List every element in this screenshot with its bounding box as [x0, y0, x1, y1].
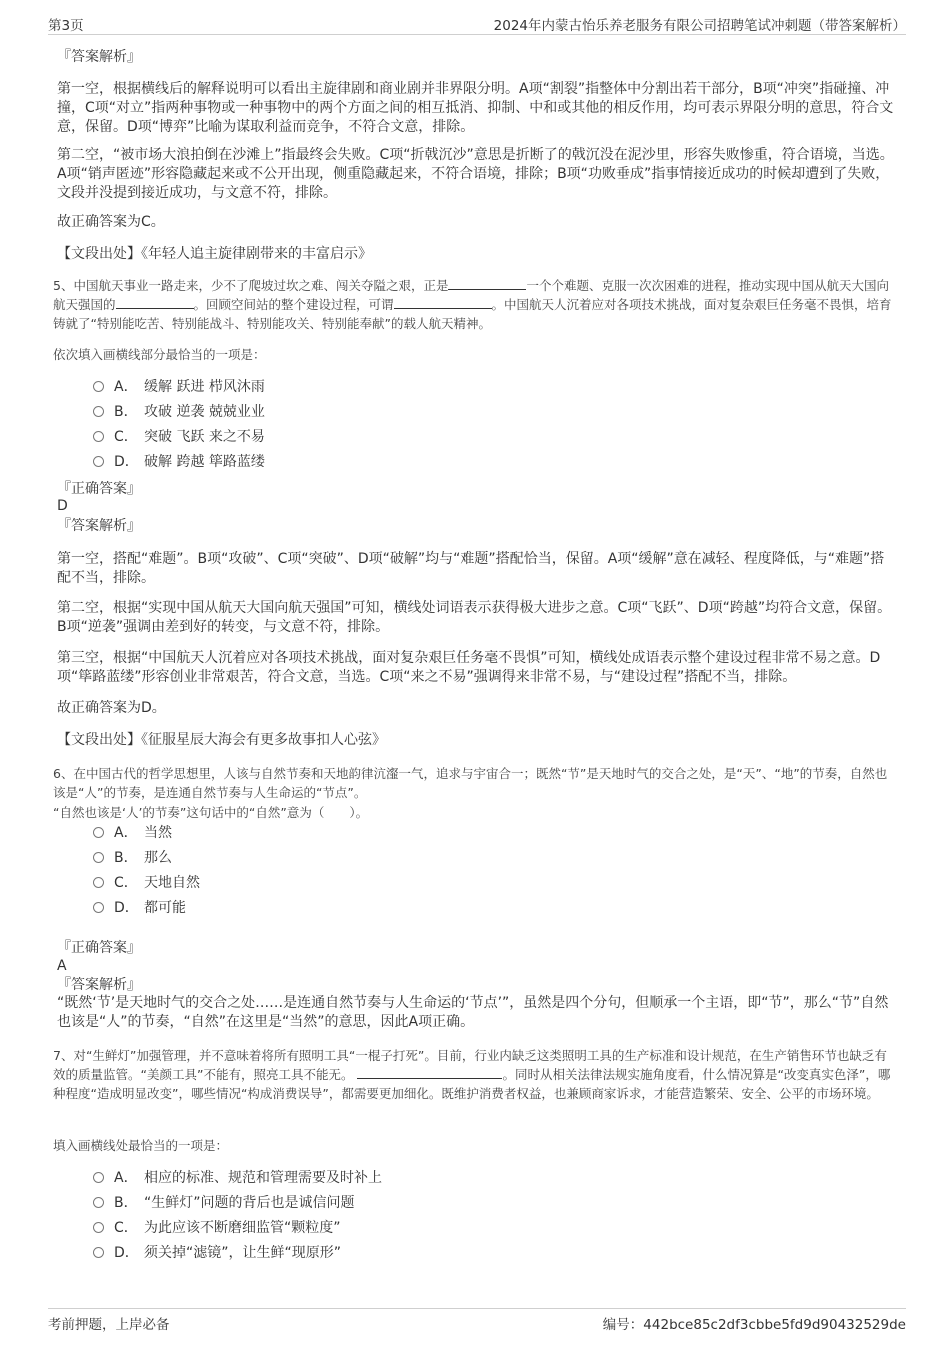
radio-icon[interactable] [93, 456, 104, 467]
option-text: 缓解 跃进 栉风沐雨 [144, 379, 265, 395]
q4-source: 【文段出处】《年轻人追主旋律剧带来的丰富启示》 [57, 246, 372, 262]
q5-analysis-para-1: 第一空，搭配“难题”。B项“攻破”、C项“突破”、D项“破解”均与“难题”搭配恰当，保留。A项“缓解”意在减轻、程度降低，与“难题”搭配不当，排除。 [57, 551, 885, 586]
q4-conclusion: 故正确答案为C。 [57, 214, 165, 230]
option-text: 须关掉“滤镜”，让生鲜“现原形” [144, 1245, 342, 1261]
q5-stem [53, 276, 898, 333]
q6-analysis-title: 『答案解析』 [57, 977, 141, 993]
q5-analysis-para-3: 第三空，根据“中国航天人沉着应对各项技术挑战，面对复杂艰巨任务毫不畏惧”可知，横线处成语表示整个建设过程非常不易之意。D项“筚路蓝缕”形容创业非常艰苦，符合文意，当选。C项“来之不易”强调得来非常不易，与“建设过程”搭配不当，排除。 [57, 650, 881, 685]
option-letter: D． [114, 900, 139, 916]
q5-stem-part-3: 。回顾空间站的整个建设过程，可谓 [193, 297, 394, 312]
q7-option-d[interactable] [93, 1243, 341, 1263]
option-letter: A． [114, 825, 138, 841]
page-footer [48, 1308, 906, 1333]
q7-option-c[interactable] [93, 1218, 341, 1238]
q5-stem-part-1: 5、中国航天事业一路走来，少不了爬坡过坎之难、闯关夺隘之艰，正是 [53, 278, 449, 293]
q6-option-c[interactable] [93, 873, 200, 893]
option-text: 都可能 [144, 900, 186, 916]
q5-option-d[interactable] [93, 452, 265, 472]
document-title: 2024年内蒙古怡乐养老服务有限公司招聘笔试冲刺题（带答案解析） [493, 18, 906, 34]
q5-option-b[interactable] [93, 402, 265, 422]
option-text: 破解 跨越 筚路蓝缕 [144, 454, 265, 470]
option-letter: B． [114, 1195, 138, 1211]
q6-option-a[interactable] [93, 823, 172, 843]
radio-icon[interactable] [93, 431, 104, 442]
option-text: 突破 飞跃 来之不易 [144, 429, 265, 445]
option-letter: A． [114, 379, 138, 395]
page-number: 第3页 [48, 18, 84, 34]
option-text: “生鲜灯”问题的背后也是诚信问题 [144, 1195, 355, 1211]
radio-icon[interactable] [93, 1172, 104, 1183]
q6-correct-answer: A [57, 958, 67, 974]
radio-icon[interactable] [93, 852, 104, 863]
q5-blank-3 [394, 296, 492, 309]
option-letter: C． [114, 875, 138, 891]
option-text: 相应的标准、规范和管理需要及时补上 [144, 1170, 382, 1186]
q7-option-a[interactable] [93, 1168, 382, 1188]
radio-icon[interactable] [93, 381, 104, 392]
q7-blank [357, 1066, 502, 1079]
q6-stem: 6、在中国古代的哲学思想里，人该与自然节奏和天地韵律沆瀣一气，追求与宇宙合一；既然“节”是天地时气的交合之处，是“天”、“地”的节奏，自然也该是“人”的节奏，是连通自然节奏与人生命运的“节点”。 [53, 766, 888, 800]
q5-option-c[interactable] [93, 427, 265, 447]
q5-stem-part-4: 。中国航天人沉着应对各项技术挑战，面对复杂艰巨任务毫不畏惧，培育铸就了“特别能吃苦、特别能战斗、特别能攻关、特别能奉献”的载人航天精神。 [53, 297, 892, 331]
option-text: 攻破 逆袭 兢兢业业 [144, 404, 265, 420]
option-letter: C． [114, 429, 138, 445]
q4-analysis-title: 『答案解析』 [57, 49, 141, 65]
q5-correct-title: 『正确答案』 [57, 481, 141, 497]
q5-analysis-para-2: 第二空，根据“实现中国从航天大国向航天强国”可知，横线处词语表示获得极大进步之意。C项“飞跃”、D项“跨越”均符合文意，保留。B项“逆袭”强调由差到好的转变，与文意不符，排除。 [57, 600, 892, 635]
footer-slogan: 考前押题，上岸必备 [48, 1317, 170, 1333]
q5-correct-answer: D [57, 498, 68, 514]
q5-analysis-title: 『答案解析』 [57, 518, 141, 534]
q7-prompt: 填入画横线处最恰当的一项是： [53, 1138, 229, 1153]
q6-option-d[interactable] [93, 898, 186, 918]
q5-conclusion: 故正确答案为D。 [57, 700, 166, 716]
radio-icon[interactable] [93, 877, 104, 888]
option-letter: D． [114, 1245, 139, 1261]
q7-stem [53, 1046, 898, 1103]
q6-option-b[interactable] [93, 848, 172, 868]
radio-icon[interactable] [93, 1197, 104, 1208]
radio-icon[interactable] [93, 406, 104, 417]
q5-stem-part-2: 一个个难题、克服一次次困难的进程，推动实现中国从航天大国向航天强国的 [53, 278, 889, 312]
option-letter: B． [114, 404, 138, 420]
option-letter: B． [114, 850, 138, 866]
q5-source: 【文段出处】《征服星辰大海会有更多故事扣人心弦》 [57, 732, 386, 748]
option-text: 为此应该不断磨细监管“颗粒度” [144, 1220, 341, 1236]
q6-analysis: “既然‘节’是天地时气的交合之处……是连通自然节奏与人生命运的‘节点’”，虽然是四个分句，但顺承一个主语，即“节”，那么“节”自然也该是“人”的节奏，“自然”在这里是“当然”的意思，因此A项正确。 [57, 995, 889, 1030]
radio-icon[interactable] [93, 1247, 104, 1258]
q5-option-a[interactable] [93, 377, 265, 397]
q6-correct-title: 『正确答案』 [57, 940, 141, 956]
radio-icon[interactable] [93, 827, 104, 838]
page-header [48, 14, 906, 35]
q6-question: “自然也该是‘人’的节奏”这句话中的“自然”意为（ ）。 [53, 805, 369, 820]
q5-blank-2 [116, 296, 194, 309]
option-text: 当然 [144, 825, 172, 841]
q4-analysis-para-2: 第二空，“被市场大浪拍倒在沙滩上”指最终会失败。C项“折戟沉沙”意思是折断了的戟沉没在泥沙里，形容失败惨重，符合语境，当选。A项“销声匿迹”形容隐藏起来或不公开出现，侧重隐藏起来，不符合语境，排除；B项“功败垂成”指事情接近成功的时候却遭到了失败，文段并没提到接近成功，与文意不符，排除。 [57, 147, 894, 201]
option-text: 那么 [144, 850, 172, 866]
document-id: 编号：442bce85c2df3cbbe5fd9d90432529de [602, 1317, 906, 1333]
q4-analysis-para-1: 第一空，根据横线后的解释说明可以看出主旋律剧和商业剧并非界限分明。A项“割裂”指整体中分割出若干部分，B项“冲突”指碰撞、冲撞，C项“对立”指两种事物或一种事物中的两个方面之间的相互抵消、抑制、中和或其他的相反作用，均可表示界限分明的意思，符合文意，保留。D项“博弈”比喻为谋取利益而竞争，不符合文意，排除。 [57, 81, 894, 135]
q7-option-b[interactable] [93, 1193, 355, 1213]
option-letter: C． [114, 1220, 138, 1236]
q5-blank-1 [448, 277, 526, 290]
option-letter: A． [114, 1170, 138, 1186]
q7-stem-part-1: 7、对“生鲜灯”加强管理，并不意味着将所有照明工具“一棍子打死”。目前，行业内缺乏这类照明工具的生产标准和设计规范，在生产销售环节也缺乏有效的质量监管。“美颜工具”不能有，照亮工具不能无。 [53, 1048, 887, 1082]
q7-stem-part-2: 。同时从相关法律法规实施角度看，什么情况算是“改变真实色泽”，哪种程度“造成明显改变”，哪些情况“构成消费误导”，都需要更加细化。既维护消费者权益，也兼顾商家诉求，才能营造繁荣、安全、公平的市场环境。 [53, 1067, 891, 1101]
option-letter: D． [114, 454, 139, 470]
radio-icon[interactable] [93, 902, 104, 913]
radio-icon[interactable] [93, 1222, 104, 1233]
q5-prompt: 依次填入画横线部分最恰当的一项是： [53, 347, 266, 362]
option-text: 天地自然 [144, 875, 200, 891]
